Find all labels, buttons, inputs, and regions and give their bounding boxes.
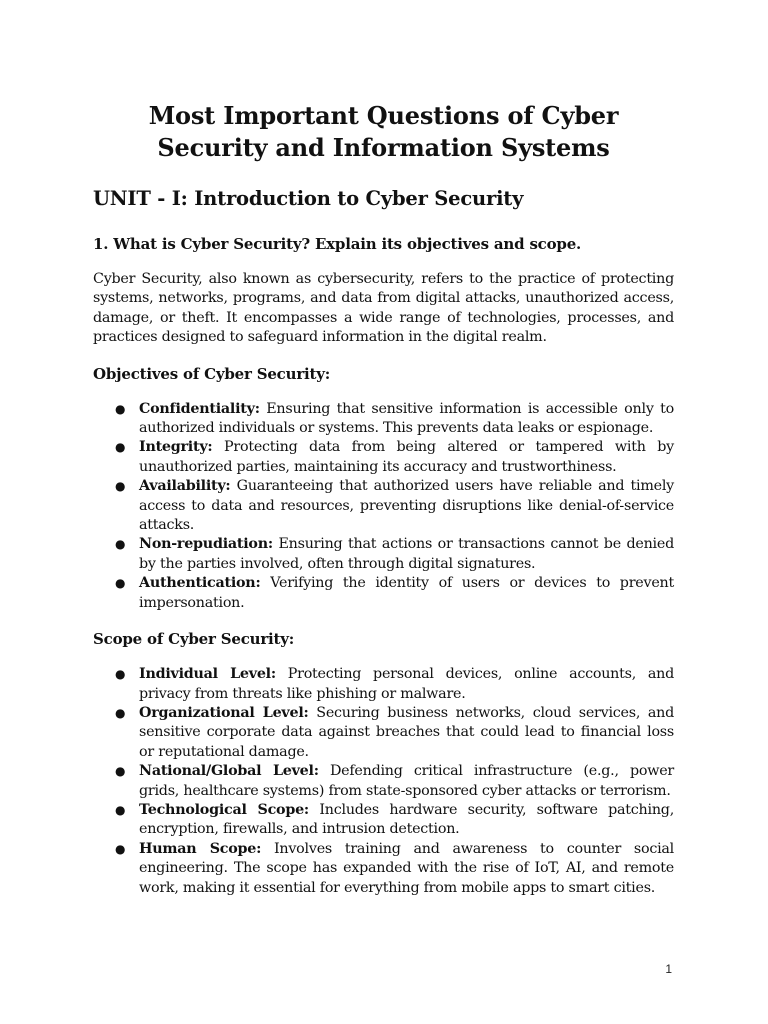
list-item-text: Includes hardware security, software patching, encryption, firewalls, and intrusion detection. — [139, 801, 674, 838]
scope-list — [93, 665, 674, 898]
question-heading: 1. What is Cyber Security? Explain its objectives and scope. — [93, 235, 582, 253]
list-item-text: Ensuring that actions or transactions cannot be denied by the parties involved, often through digital signatures. — [139, 536, 674, 572]
scope-heading: Scope of Cyber Security: — [93, 630, 295, 649]
bullet-icon: ● — [115, 479, 126, 494]
bullet-icon: ● — [115, 667, 126, 682]
page-number: 1 — [665, 962, 672, 976]
bullet-icon: ● — [115, 537, 126, 552]
list-item-term: Availability: — [139, 478, 231, 495]
list-item — [115, 762, 674, 801]
list-item-term: Organizational Level: — [139, 704, 309, 721]
list-item — [115, 477, 674, 535]
intro-paragraph: Cyber Security, also known as cybersecurity, refers to the practice of protecting systems, networks, programs, and data from digital attacks, unauthorized access, damage, or theft. It encompasses a wide range of technologies, processes, and practices designed to safeguard information in the digital realm. — [93, 271, 674, 346]
objectives-heading: Objectives of Cyber Security: — [93, 364, 331, 383]
objectives-list — [93, 400, 674, 613]
list-item — [115, 535, 674, 574]
document-title: Most Important Questions of Cyber Security and Information Systems — [148, 101, 619, 162]
document-page — [93, 100, 674, 898]
bullet-icon: ● — [115, 705, 126, 720]
list-item-term: National/Global Level: — [139, 763, 319, 780]
bullet-icon: ● — [115, 440, 126, 455]
list-item — [115, 574, 674, 613]
list-item-text: Verifying the identity of users or devices to prevent impersonation. — [139, 575, 674, 611]
list-item-term: Integrity: — [139, 439, 213, 456]
list-item-text: Securing business networks, cloud services, and sensitive corporate data against breaches that could lead to financial loss or reputational damage. — [139, 704, 674, 760]
bullet-icon: ● — [115, 841, 126, 856]
list-item — [115, 400, 674, 439]
list-item-term: Non-repudiation: — [139, 536, 273, 553]
list-item-text: Involves training and awareness to counter social engineering. The scope has expanded with the rise of IoT, AI, and remote work, making it essential for everything from mobile apps to smart cities. — [139, 840, 674, 896]
bullet-icon: ● — [115, 576, 126, 591]
list-item — [115, 665, 674, 704]
list-item-text: Protecting personal devices, online accounts, and privacy from threats like phishing or malware. — [139, 666, 674, 702]
bullet-icon: ● — [115, 802, 126, 817]
list-item-term: Individual Level: — [139, 666, 276, 683]
list-item-text: Defending critical infrastructure (e.g., power grids, healthcare systems) from state-sponsored cyber attacks or terrorism. — [139, 763, 674, 799]
list-item — [115, 840, 674, 898]
list-item-term: Authentication: — [139, 575, 261, 592]
unit-heading: UNIT - I: Introduction to Cyber Security — [93, 187, 524, 210]
list-item — [115, 801, 674, 840]
list-item — [115, 704, 674, 762]
bullet-icon: ● — [115, 764, 126, 779]
list-item-text: Ensuring that sensitive information is accessible only to authorized individuals or systems. This prevents data leaks or espionage. — [139, 400, 674, 437]
list-item-text: Guaranteeing that authorized users have reliable and timely access to data and resources, preventing disruptions like denial-of-service attacks. — [139, 478, 674, 534]
list-item — [115, 438, 674, 477]
bullet-icon: ● — [115, 401, 126, 416]
list-item-term: Technological Scope: — [139, 801, 309, 818]
list-item-text: Protecting data from being altered or tampered with by unauthorized parties, maintaining its accuracy and trustworthiness. — [139, 439, 674, 475]
list-item-term: Human Scope: — [139, 840, 262, 857]
list-item-term: Confidentiality: — [139, 400, 260, 417]
